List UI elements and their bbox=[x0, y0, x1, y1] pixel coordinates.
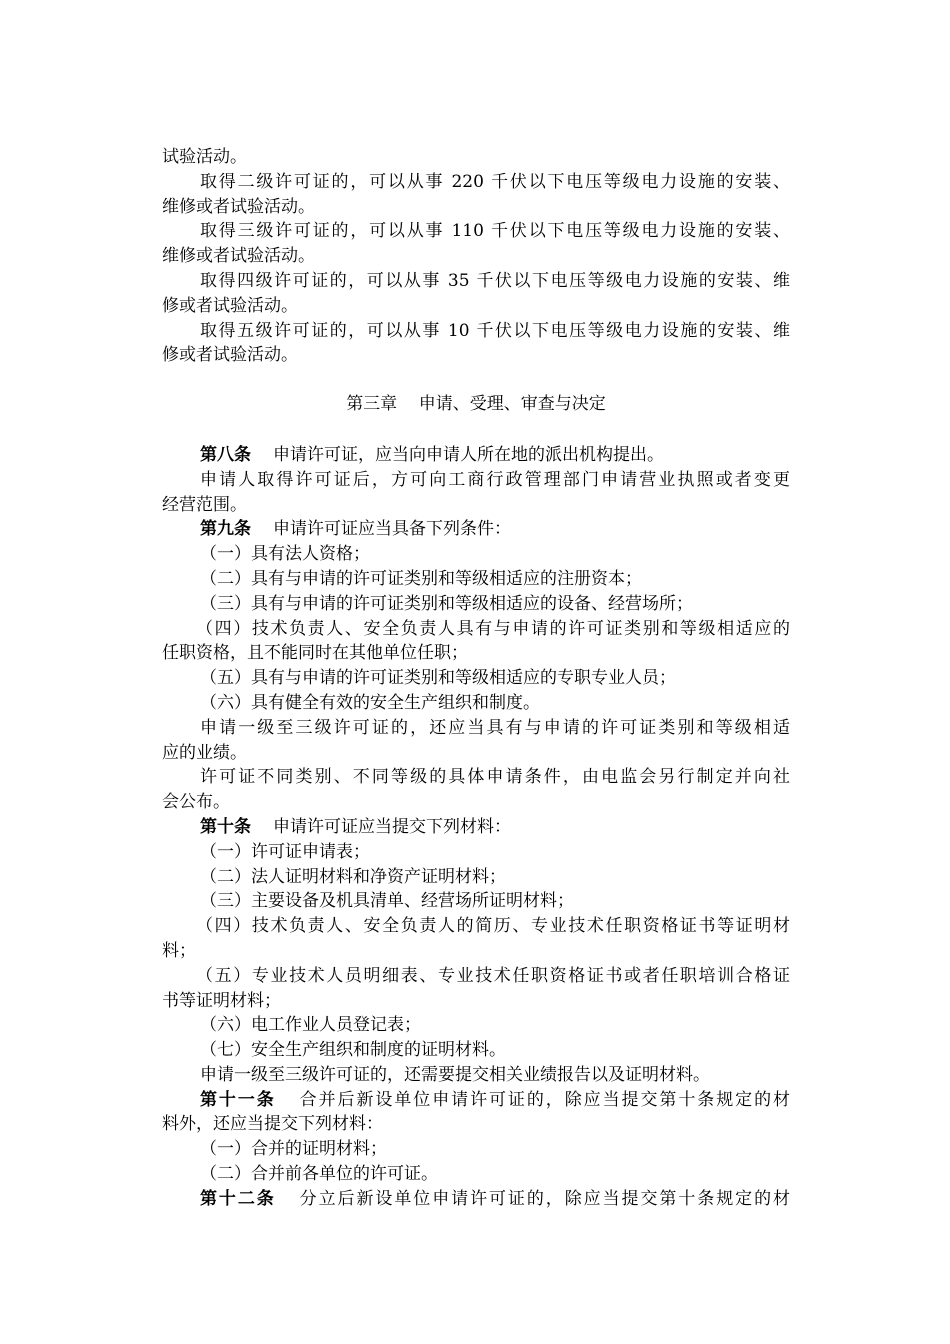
text-line: 维修或者试验活动。 bbox=[162, 246, 315, 267]
text-line: 申请人取得许可证后，方可向工商行政管理部门申请营业执照或者变更 bbox=[200, 469, 790, 490]
text-line: 取得五级许可证的，可以从事 10 千伏以下电压等级电力设施的安装、维 bbox=[200, 320, 790, 341]
list-item: （二）具有与申请的许可证类别和等级相适应的注册资本； bbox=[200, 568, 642, 589]
article-text: 申请许可证应当具备下列条件： bbox=[273, 519, 511, 540]
article-text: 合并后新设单位申请许可证的，除应当提交第十条规定的材 bbox=[297, 1089, 790, 1110]
list-item: （一）具有法人资格； bbox=[200, 544, 370, 565]
article-9 bbox=[162, 517, 790, 542]
text-line: 修或者试验活动。 bbox=[162, 345, 298, 366]
list-item: （六）电工作业人员登记表； bbox=[200, 1015, 421, 1036]
text-line: 申请一级至三级许可证的，还应当具有与申请的许可证类别和等级相适 bbox=[200, 717, 790, 738]
article-label: 第十二条 bbox=[200, 1188, 276, 1209]
text-line: 应的业绩。 bbox=[162, 742, 247, 763]
article-label: 第八条 bbox=[200, 444, 251, 465]
list-item: （五）专业技术人员明细表、专业技术任职资格证书或者任职培训合格证 bbox=[196, 965, 790, 986]
text-line: 料； bbox=[162, 940, 196, 961]
list-item: （七）安全生产组织和制度的证明材料。 bbox=[200, 1040, 506, 1061]
text-line: 维修或者试验活动。 bbox=[162, 196, 315, 217]
text-line: 任职资格，且不能同时在其他单位任职； bbox=[162, 643, 468, 664]
article-label: 第十条 bbox=[200, 816, 251, 837]
list-item: （二）法人证明材料和净资产证明材料； bbox=[200, 866, 506, 887]
article-text: 申请许可证应当提交下列材料： bbox=[273, 816, 511, 837]
article-label: 第九条 bbox=[200, 519, 251, 540]
article-10 bbox=[162, 815, 790, 840]
list-item: （一）合并的证明材料； bbox=[200, 1139, 387, 1160]
text-line: 取得二级许可证的，可以从事 220 千伏以下电压等级电力设施的安装、 bbox=[200, 171, 790, 192]
text-line: 取得三级许可证的，可以从事 110 千伏以下电压等级电力设施的安装、 bbox=[200, 221, 790, 242]
list-item: （三）具有与申请的许可证类别和等级相适应的设备、经营场所； bbox=[200, 593, 693, 614]
list-item: （一）许可证申请表； bbox=[200, 841, 370, 862]
text-line: 取得四级许可证的，可以从事 35 千伏以下电压等级电力设施的安装、维 bbox=[200, 270, 790, 291]
text-line: 申请一级至三级许可证的，还需要提交相关业绩报告以及证明材料。 bbox=[200, 1064, 710, 1085]
article-label: 第十一条 bbox=[200, 1089, 276, 1110]
list-item: （六）具有健全有效的安全生产组织和制度。 bbox=[200, 692, 540, 713]
list-item: （五）具有与申请的许可证类别和等级相适应的专职专业人员； bbox=[200, 668, 676, 689]
list-item: （二）合并前各单位的许可证。 bbox=[200, 1164, 438, 1185]
text-line: 料外，还应当提交下列材料： bbox=[162, 1114, 383, 1135]
document-page bbox=[162, 145, 790, 1212]
text-line: 书等证明材料； bbox=[162, 990, 281, 1011]
text-line: 修或者试验活动。 bbox=[162, 295, 298, 316]
list-item: （四）技术负责人、安全负责人具有与申请的许可证类别和等级相适应的 bbox=[196, 618, 790, 639]
article-12 bbox=[162, 1187, 790, 1212]
chapter-heading: 第三章 申请、受理、审查与决定 bbox=[346, 394, 606, 415]
text-line: 许可证不同类别、不同等级的具体申请条件，由电监会另行制定并向社 bbox=[200, 767, 790, 788]
text-line: 经营范围。 bbox=[162, 494, 247, 515]
text-line: 会公布。 bbox=[162, 792, 230, 813]
article-text: 分立后新设单位申请许可证的，除应当提交第十条规定的材 bbox=[297, 1188, 790, 1209]
article-text: 申请许可证，应当向申请人所在地的派出机构提出。 bbox=[273, 444, 664, 465]
list-item: （四）技术负责人、安全负责人的简历、专业技术任职资格证书等证明材 bbox=[196, 916, 790, 937]
article-8 bbox=[162, 443, 790, 468]
text-line: 试验活动。 bbox=[162, 147, 247, 167]
article-11 bbox=[162, 1088, 790, 1113]
list-item: （三）主要设备及机具清单、经营场所证明材料； bbox=[200, 891, 574, 912]
